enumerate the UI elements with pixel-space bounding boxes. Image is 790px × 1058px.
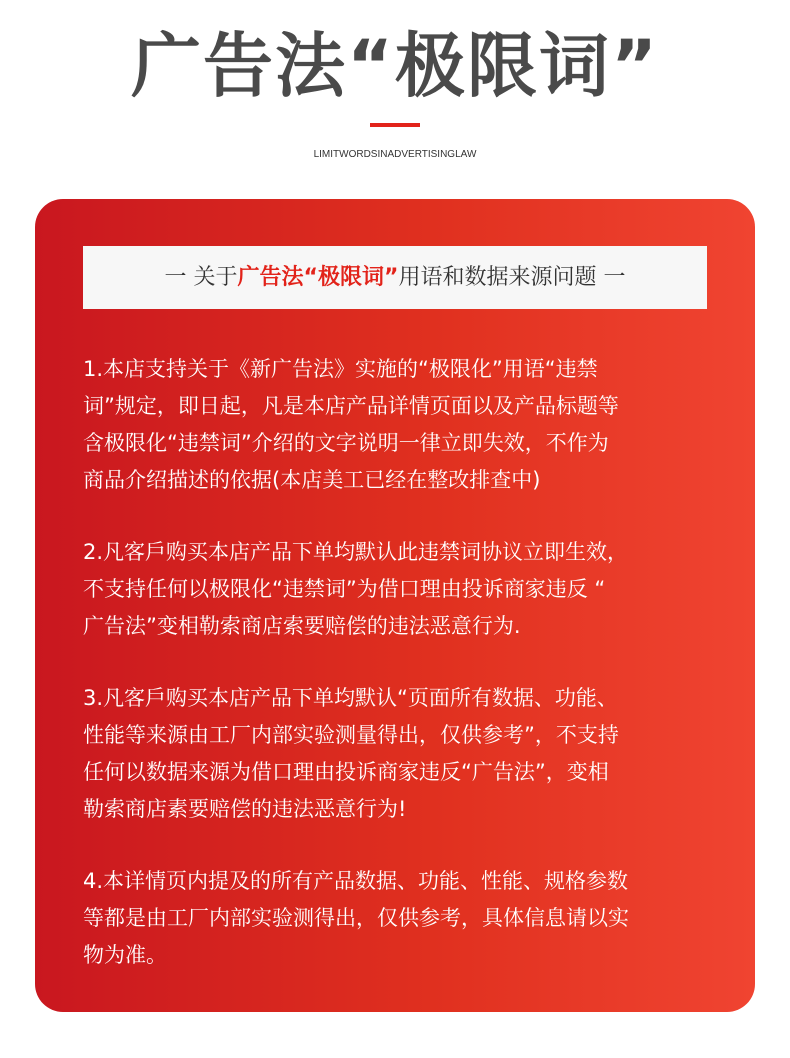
banner-highlight: 广告法“极限词”	[237, 265, 399, 290]
paragraph-line: 2.凡客戶购买本店产品下单均默认此违禁词协议立即生效，	[83, 540, 629, 564]
notice-paragraph-1	[83, 351, 707, 499]
paragraph-line: 物为准。	[83, 943, 167, 967]
paragraph-line: 任何以数据来源为借口理由投诉商家违反“广告法”，变相	[83, 760, 609, 784]
paragraph-line: 勒索商店素要赔偿的违法恶意行为!	[83, 797, 407, 821]
paragraph-line: 3.凡客戶购买本店产品下单均默认“页面所有数据、功能、	[83, 686, 618, 710]
paragraph-line: 不支持任何以极限化“违禁词”为借口理由投诉商家违反 “	[83, 577, 606, 601]
paragraph-line: 1.本店支持关于《新广告法》实施的“极限化”用语“违禁	[83, 357, 598, 381]
paragraph-line: 含极限化“违禁词”介绍的文字说明一律立即失效，不作为	[83, 431, 609, 455]
paragraph-line: 性能等来源由工厂内部实验测量得出，仅供参考”，不支持	[83, 723, 619, 747]
paragraph-line: 词”规定，即日起，凡是本店产品详情页面以及产品标题等	[83, 394, 619, 418]
notice-card	[35, 199, 755, 1012]
paragraph-line: 商品介绍描述的依据(本店美工已经在整改排查中)	[83, 468, 541, 492]
banner-suffix: 用语和数据来源问题 一	[398, 265, 626, 290]
paragraph-line: 等都是由工厂内部实验测得出，仅供参考，具体信息请以实	[83, 906, 629, 930]
notice-paragraph-3	[83, 680, 707, 828]
banner-prefix: 一 关于	[164, 265, 238, 290]
page-title: 广告法“极限词”	[130, 25, 659, 107]
paragraph-line: 4.本详情页内提及的所有产品数据、功能、性能、规格参数	[83, 869, 629, 893]
notice-banner	[83, 246, 707, 309]
title-accent-line	[370, 123, 420, 127]
page-subtitle: LIMITWORDSINADVERTISINGLAW	[313, 149, 477, 160]
notice-paragraph-4	[83, 863, 707, 974]
paragraph-line: 广告法”变相勒索商店索要赔偿的违法恶意行为.	[83, 614, 521, 638]
notice-paragraph-2	[83, 534, 707, 645]
